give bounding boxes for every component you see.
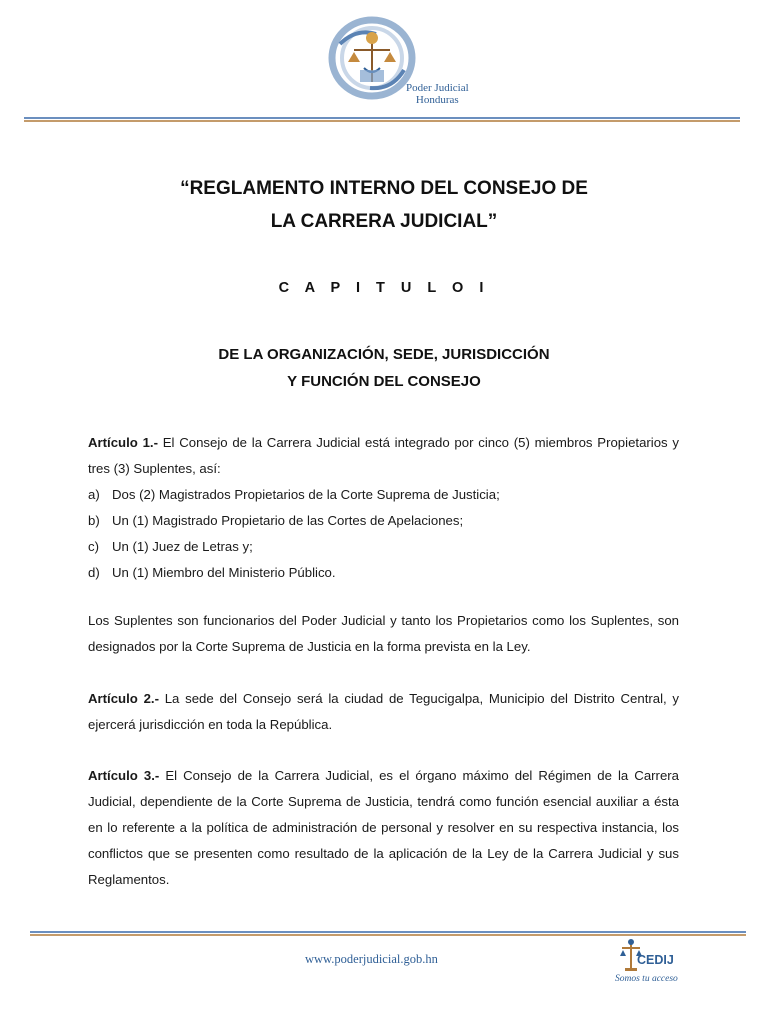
- title-line1: “REGLAMENTO INTERNO DEL CONSEJO DE: [180, 178, 588, 199]
- article-3-text: El Consejo de la Carrera Judicial, es el órgano máximo del Régimen de la Carrera Judicial, dependiente de la Corte Suprema de Justicia, tendrá como función esencial auxiliar a ésta en lo referente a la política de administración de personal y resolver en su respectiva instancia, los conflictos que se presenten como resultado de la aplicación de la Ley de la Carrera Judicial y sus Reglamentos.: [88, 768, 679, 887]
- article-3-label: Artículo 3.-: [88, 768, 160, 783]
- footer-divider: [30, 931, 746, 937]
- title-line2: LA CARRERA JUDICIAL”: [270, 211, 498, 232]
- website-link[interactable]: www.poderjudicial.gob.hn: [305, 952, 438, 966]
- article-3: [88, 763, 679, 893]
- header-divider: [24, 117, 740, 123]
- org-name-line1: Poder Judicial: [406, 82, 469, 94]
- article-1: [88, 430, 679, 586]
- article-2-text: La sede del Consejo será la ciudad de Tegucigalpa, Municipio del Distrito Central, y ejercerá jurisdicción en toda la República.: [88, 691, 680, 732]
- list-item: a) Dos (2) Magistrados Propietarios de la Corte Suprema de Justicia;: [88, 487, 500, 502]
- list-item: b) Un (1) Magistrado Propietario de las Cortes de Apelaciones;: [88, 513, 464, 528]
- cedij-slogan: Somos tu acceso: [615, 974, 678, 984]
- chapter-heading: C A P I T U L O I: [278, 280, 490, 296]
- document-title: [0, 172, 768, 238]
- cedij-name: CEDIJ: [637, 953, 674, 967]
- article-1-text: El Consejo de la Carrera Judicial está integrado por cinco (5) miembros Propietarios y tres (3) Suplentes, así:: [88, 435, 680, 476]
- subtitle-line1: DE LA ORGANIZACIÓN, SEDE, JURISDICCIÓN: [218, 346, 550, 363]
- article-2: [88, 686, 679, 738]
- poder-judicial-logo: [326, 10, 486, 110]
- org-name-line2: Honduras: [415, 94, 459, 106]
- org-name: [406, 82, 469, 106]
- article-2-label: Artículo 2.-: [88, 691, 159, 706]
- paragraph-suplentes: Los Suplentes son funcionarios del Poder Judicial y tanto los Propietarios como los Suplentes, son designados por la Corte Suprema de Justicia en la forma prevista en la Ley.: [88, 613, 679, 654]
- list-item: c) Un (1) Juez de Letras y;: [88, 539, 253, 554]
- article-1-list: [88, 482, 679, 586]
- article-1-label: Artículo 1.-: [88, 435, 158, 450]
- chapter-subtitle: [0, 341, 768, 395]
- list-item: d) Un (1) Miembro del Ministerio Público.: [88, 565, 336, 580]
- subtitle-line2: Y FUNCIÓN DEL CONSEJO: [287, 373, 481, 390]
- cedij-logo: [612, 938, 692, 988]
